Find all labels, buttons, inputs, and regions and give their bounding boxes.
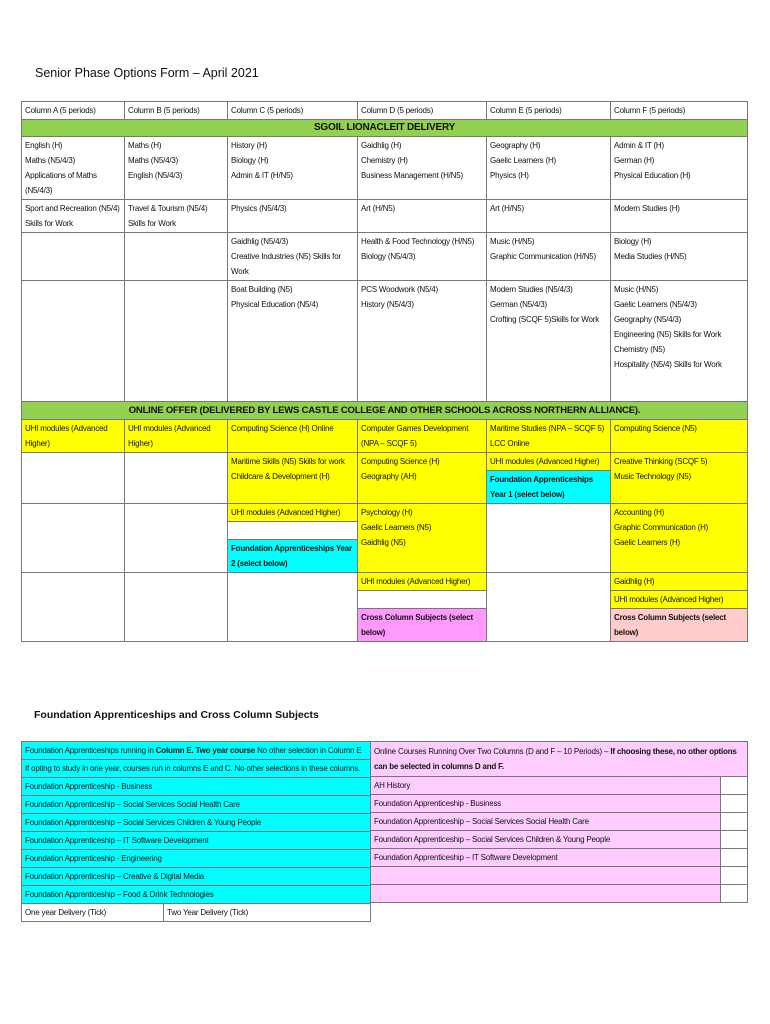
table-row [22,233,748,281]
list-item: Foundation Apprenticeship – IT Software Development [371,849,721,867]
list-item[interactable]: Foundation Apprenticeship – Food & Drink Technologies [22,886,371,904]
option-cell[interactable] [487,504,611,573]
option-cell[interactable]: Music (H/N5) Gaelic Learners (N5/4/3) Geography (N5/4/3) Engineering (N5) Skills for Work Chemistry (N5) Hospitality (N5/4) Skills for Work [611,281,748,402]
list-item: AH History [371,777,721,795]
option-cell[interactable]: PCS Woodwork (N5/4) History (N5/4/3) [358,281,487,402]
cross-column-table [370,741,748,903]
tick-box[interactable] [721,831,748,849]
option-cell[interactable]: Computing Science (N5) [611,420,748,453]
tick-box[interactable] [721,849,748,867]
table-row [22,453,748,504]
option-cell[interactable]: Maritime Skills (N5) Skills for work Childcare & Development (H) [228,453,358,504]
option-cell[interactable]: Art (H/N5) [358,200,487,233]
column-header-row [22,102,748,120]
list-item[interactable]: Foundation Apprenticeship – Creative & Digital Media [22,868,371,886]
table-row [22,504,748,573]
option-cell[interactable]: Accounting (H) Graphic Communication (H) Gaelic Learners (H) [611,504,748,573]
option-cell[interactable] [22,573,125,642]
options-table [21,101,748,642]
online-offer-band: ONLINE OFFER (DELIVERED BY LEWS CASTLE COLLEGE AND OTHER SCHOOLS ACROSS NORTHERN ALLIANCE). [22,402,748,420]
section-title: Foundation Apprenticeships and Cross Column Subjects [34,709,319,721]
option-cell[interactable]: Modern Studies (N5/4/3) German (N5/4/3) Crofting (SCQF 5)Skills for Work [487,281,611,402]
column-header-b: Column B (5 periods) [125,102,228,120]
table-row [22,573,748,642]
option-cell[interactable]: Admin & IT (H) German (H) Physical Education (H) [611,137,748,200]
option-cell[interactable]: Gaidhlig (H) UHI modules (Advanced Higher) Cross Column Subjects (select below) [611,573,748,642]
option-cell[interactable]: English (H) Maths (N5/4/3) Applications of Maths (N5/4/3) [22,137,125,200]
option-cell[interactable]: Gaidhlig (H) Chemistry (H) Business Management (H/N5) [358,137,487,200]
option-cell[interactable]: UHI modules (Advanced Higher) [22,420,125,453]
option-cell[interactable] [487,573,611,642]
option-cell[interactable]: Maths (H) Maths (N5/4/3) English (N5/4/3) [125,137,228,200]
list-item[interactable]: Foundation Apprenticeship – Social Services Social Health Care [22,796,371,814]
list-item[interactable]: Foundation Apprenticeship - Engineering [22,850,371,868]
column-header-a: Column A (5 periods) [22,102,125,120]
option-cell[interactable]: Maritime Studies (NPA – SCQF 5) LCC Online [487,420,611,453]
list-item[interactable]: Foundation Apprenticeship - Business [22,778,371,796]
option-cell[interactable] [22,453,125,504]
option-cell[interactable] [22,233,125,281]
option-cell[interactable] [228,573,358,642]
list-item[interactable]: Foundation Apprenticeship – IT Software Development [22,832,371,850]
option-cell[interactable]: Music (H/N5) Graphic Communication (H/N5) [487,233,611,281]
option-cell[interactable]: Computer Games Development (NPA – SCQF 5) [358,420,487,453]
option-cell[interactable] [125,233,228,281]
two-year-delivery-tick[interactable]: Two Year Delivery (Tick) [164,904,371,922]
tick-box[interactable] [721,813,748,831]
option-cell[interactable] [125,573,228,642]
option-cell[interactable] [22,281,125,402]
tick-box[interactable] [721,777,748,795]
table-row [22,281,748,402]
option-cell[interactable]: UHI modules (Advanced Higher) Foundation Apprenticeships Year 1 (select below) [487,453,611,504]
option-cell[interactable]: Boat Building (N5) Physical Education (N5/4) [228,281,358,402]
option-cell[interactable] [125,504,228,573]
list-item [371,885,721,903]
option-cell[interactable]: Sport and Recreation (N5/4) Skills for Work [22,200,125,233]
tick-box[interactable] [721,867,748,885]
option-cell[interactable]: Gaidhlig (N5/4/3) Creative Industries (N5) Skills for Work [228,233,358,281]
option-cell[interactable]: Travel & Tourism (N5/4) Skills for Work [125,200,228,233]
list-item: Foundation Apprenticeship – Social Services Children & Young People [371,831,721,849]
option-cell[interactable]: Computing Science (H) Geography (AH) [358,453,487,504]
list-item: Foundation Apprenticeship – Social Services Social Health Care [371,813,721,831]
fa-intro: Foundation Apprenticeships running in Column E. Two year course No other selection in Column E [22,742,371,760]
option-cell[interactable]: UHI modules (Advanced Higher) [125,420,228,453]
option-cell[interactable]: UHI modules (Advanced Higher) Foundation Apprenticeships Year 2 (select below) [228,504,358,573]
column-header-d: Column D (5 periods) [358,102,487,120]
column-header-c: Column C (5 periods) [228,102,358,120]
table-row [22,137,748,200]
option-cell[interactable]: Art (H/N5) [487,200,611,233]
tick-box[interactable] [721,795,748,813]
option-cell[interactable] [22,504,125,573]
list-item [371,867,721,885]
option-cell[interactable]: Health & Food Technology (H/N5) Biology (N5/4/3) [358,233,487,281]
option-cell[interactable]: Psychology (H) Gaelic Learners (N5) Gaidhlig (N5) [358,504,487,573]
one-year-delivery-tick[interactable]: One year Delivery (Tick) [22,904,164,922]
cc-intro: Online Courses Running Over Two Columns (D and F – 10 Periods) – If choosing these, no other options can be selected in columns D and F. [371,742,748,777]
column-header-e: Column E (5 periods) [487,102,611,120]
page-title: Senior Phase Options Form – April 2021 [35,66,259,80]
option-cell[interactable]: Creative Thinking (SCQF 5) Music Technology (N5) [611,453,748,504]
option-cell[interactable]: UHI modules (Advanced Higher) Cross Column Subjects (select below) [358,573,487,642]
tick-box[interactable] [721,885,748,903]
option-cell[interactable]: Physics (N5/4/3) [228,200,358,233]
option-cell[interactable]: Geography (H) Gaelic Learners (H) Physics (H) [487,137,611,200]
column-header-f: Column F (5 periods) [611,102,748,120]
option-cell[interactable]: Computing Science (H) Online [228,420,358,453]
table-row [22,420,748,453]
option-cell[interactable] [125,281,228,402]
option-cell[interactable]: Modern Studies (H) [611,200,748,233]
option-cell[interactable]: Biology (H) Media Studies (H/N5) [611,233,748,281]
list-item[interactable]: Foundation Apprenticeship – Social Services Children & Young People [22,814,371,832]
school-delivery-band: SGOIL LIONACLEIT DELIVERY [22,120,748,137]
list-item: Foundation Apprenticeship - Business [371,795,721,813]
foundation-apprenticeships-table [21,741,371,922]
option-cell[interactable] [125,453,228,504]
option-cell[interactable]: History (H) Biology (H) Admin & IT (H/N5) [228,137,358,200]
fa-intro-2: If opting to study in one year, courses run in columns E and C. No other selections in these columns. [22,760,371,778]
table-row [22,200,748,233]
